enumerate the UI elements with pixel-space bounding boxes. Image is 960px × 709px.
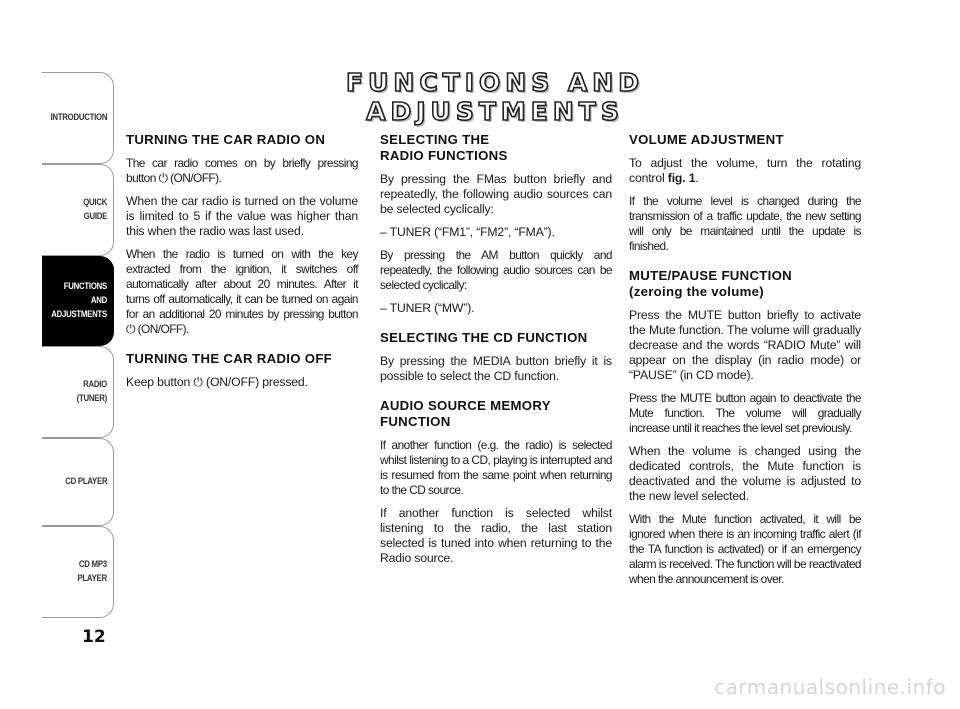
paragraph: By pressing the MEDIA button briefly it is possible to select the CD function. [380,354,612,383]
column-1 [126,132,358,398]
heading-line: MUTE/PAUSE FUNCTION [629,268,792,283]
paragraph: The car radio comes on by briefly pressing button ⏻ (ON/OFF). [126,156,358,185]
heading-line: AUDIO SOURCE MEMORY [380,398,551,413]
figure-reference: fig. 1 [667,171,696,185]
tab-functions-label: FUNCTIONS AND ADJUSTMENTS [51,281,107,320]
paragraph: If another function is selected whilst listening to the radio, the last station selected is tuned into when returning to the Radio source. [380,506,612,565]
heading-selecting-radio-functions [380,132,612,164]
tab-cd-mp3-player[interactable] [42,526,114,618]
heading-line: RADIO FUNCTIONS [380,148,508,163]
paragraph: When the car radio is turned on the volume is limited to 5 if the value was higher than this when the radio was last used. [126,194,358,238]
tab-quick-guide-label: QUICK GUIDE [83,197,107,222]
heading-turning-on: TURNING THE CAR RADIO ON [126,132,326,147]
tab-cd-player[interactable] [42,438,114,526]
page-title: FUNCTIONS AND ADJUSTMENTS [346,68,644,126]
heading-line: (zeroing the volume) [629,284,764,299]
column-3 [629,132,861,595]
tab-radio-tuner[interactable] [42,346,114,438]
paragraph: When the volume is changed using the dedicated controls, the Mute function is deactivated and the volume is adjusted to the new level selected. [629,444,861,503]
paragraph: With the Mute function activated, it will be ignored when there is an incoming traffic alert (if the TA function is activated) or if an emergency alarm is received. The function will be reactivated when the announcement is over. [629,512,861,586]
heading-turning-off: TURNING THE CAR RADIO OFF [126,351,333,366]
paragraph: Press the MUTE button again to deactivate the Mute function. The volume will gradually increase until it reaches the level set previously. [629,391,861,435]
heading-mute-pause [629,268,861,300]
paragraph: Keep button ⏻ (ON/OFF) pressed. [126,375,308,389]
heading-selecting-cd: SELECTING THE CD FUNCTION [380,330,588,345]
heading-volume-adjustment: VOLUME ADJUSTMENT [629,132,784,147]
paragraph: Press the MUTE button briefly to activate the Mute function. The volume will gradually decrease and the words “RADIO Mute” will appear on the display (in radio mode) or “PAUSE” (in CD mode). [629,308,861,382]
paragraph: If another function (e.g. the radio) is selected whilst listening to a CD, playing is interrupted and is resumed from the same point when returning to the CD source. [380,438,612,497]
text-run: . [695,171,699,185]
paragraph: By pressing the FMas button briefly and repeatedly, the following audio sources can be selected cyclically: [380,172,612,216]
tab-functions-and-adjustments[interactable] [42,256,114,346]
paragraph: When the radio is turned on with the key extracted from the ignition, it switches off automatically after about 20 minutes. After it turns off automatically, it can be turned on again for an additional 20 minutes by pressing button ⏻ (ON/OFF). [126,247,358,336]
heading-line: SELECTING THE [380,132,490,147]
tab-cd-player-label: CD PLAYER [64,476,107,487]
text-run: To adjust the volume, turn the rotating control [629,156,861,185]
page-number: 12 [82,627,106,647]
column-2 [380,132,612,574]
heading-audio-source-memory [380,398,612,430]
paragraph: If the volume level is changed during the transmission of a traffic update, the new setting will only be maintained until the update is finished. [629,194,861,253]
paragraph [629,156,861,186]
tab-radio-label: RADIO (TUNER) [76,379,107,404]
tab-introduction-label: INTRODUCTION [50,112,107,123]
list-item: – TUNER (“FM1”, “FM2”, “FMA”). [380,225,555,239]
paragraph: By pressing the AM button quickly and repeatedly, the following audio sources can be selected cyclically: [380,248,612,292]
tab-introduction[interactable] [42,72,114,164]
list-item: – TUNER (“MW”). [380,301,475,315]
watermark: carmanualsonline.info [714,675,946,699]
tab-quick-guide[interactable] [42,164,114,256]
heading-line: FUNCTION [380,414,451,429]
tab-cd-mp3-label: CD MP3 PLAYER [77,559,107,584]
